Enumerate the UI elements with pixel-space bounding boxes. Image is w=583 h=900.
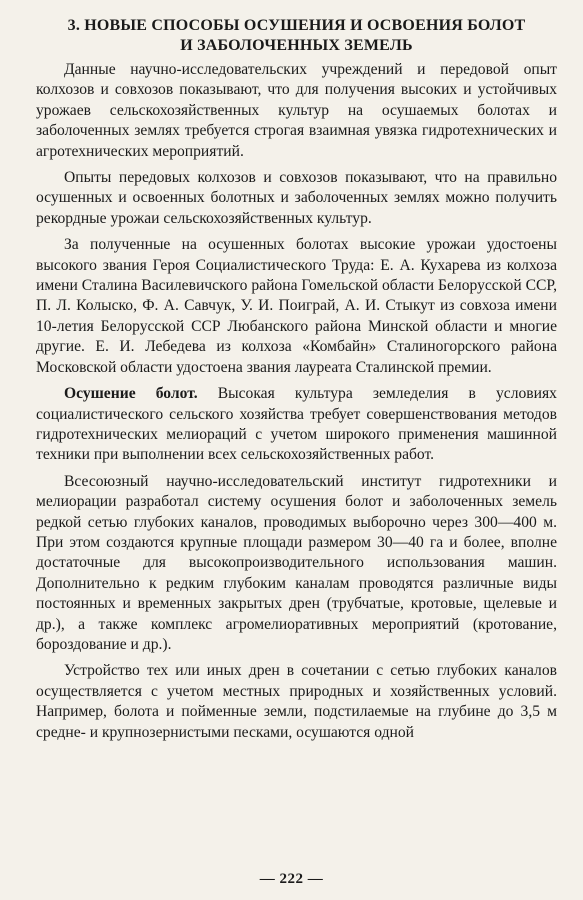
paragraph-1: Данные научно-исследовательских учреждений и передовой опыт колхозов и совхозов показывают, что для получения высоких и устойчивых урожаев сельскохозяйственных культур на осушаемых болотах и заболоченных землях требуется строгая взаимная увязка гидротехнических и агротехнических мероприятий. [36, 61, 557, 160]
paragraph-5: Всесоюзный научно-исследовательский институт гидротехники и мелиорации разработал систему осушения болот и заболоченных земель редкой сетью глубоких каналов, проводимых выборочно через 300—400 м. При этом создаются крупные площади размером 30—40 га и более, вполне достаточные для высокопроизводительного использования машин. Дополнительно к редким глубоким каналам проводятся различные виды постоянных и временных закрытых дрен (трубчатые, кротовые, щелевые и др.), а также комплекс агромелиоративных мероприятий (кротование, бороздование и др.). [36, 472, 557, 653]
page-number: — 222 — [259, 871, 324, 887]
section-heading [36, 16, 557, 56]
section-heading-line-2: И ЗАБОЛОЧЕННЫХ ЗЕМЕЛЬ [180, 37, 413, 54]
paragraph-2: Опыты передовых колхозов и совхозов показывают, что на правильно осушенных и освоенных болотных и заболоченных землях можно получить рекордные урожаи сельскохозяйственных культур. [36, 169, 557, 227]
paragraph-4 [36, 384, 557, 466]
run-in-heading: Осушение болот. [64, 385, 198, 403]
paragraph-4-text: Высокая культура земледелия в условиях социалистического сельского хозяйства требует совершенствования методов гидротехнических мелиораций с учетом широкого применения машинной техники при выполнении всех сельскохозяйственных работ. [36, 385, 557, 464]
paragraph-3: За полученные на осушенных болотах высокие урожаи удостоены высокого звания Героя Социалистического Труда: Е. А. Кухарева из колхоза имени Сталина Василевичского района Гомельской области Белорусской ССР, П. Л. Колыско, Ф. А. Савчук, У. И. Поиграй, А. И. Стыкут из совхоза имени 10-летия Белорусской ССР Любанского района Минской области и многие другие. Е. И. Лебедева из колхоза «Комбайн» Сталиногорского района Московской области удостоена звания лауреата Сталинской премии. [36, 236, 557, 376]
paragraph-6: Устройство тех или иных дрен в сочетании с сетью глубоких каналов осуществляется с учетом местных природных и хозяйственных условий. Например, болота и пойменные земли, подстилаемые на глубине до 3,5 м средне- и крупнозернистыми песками, осушаются одной [36, 662, 557, 741]
section-heading-line-1: 3. НОВЫЕ СПОСОБЫ ОСУШЕНИЯ И ОСВОЕНИЯ БОЛОТ [67, 17, 526, 34]
